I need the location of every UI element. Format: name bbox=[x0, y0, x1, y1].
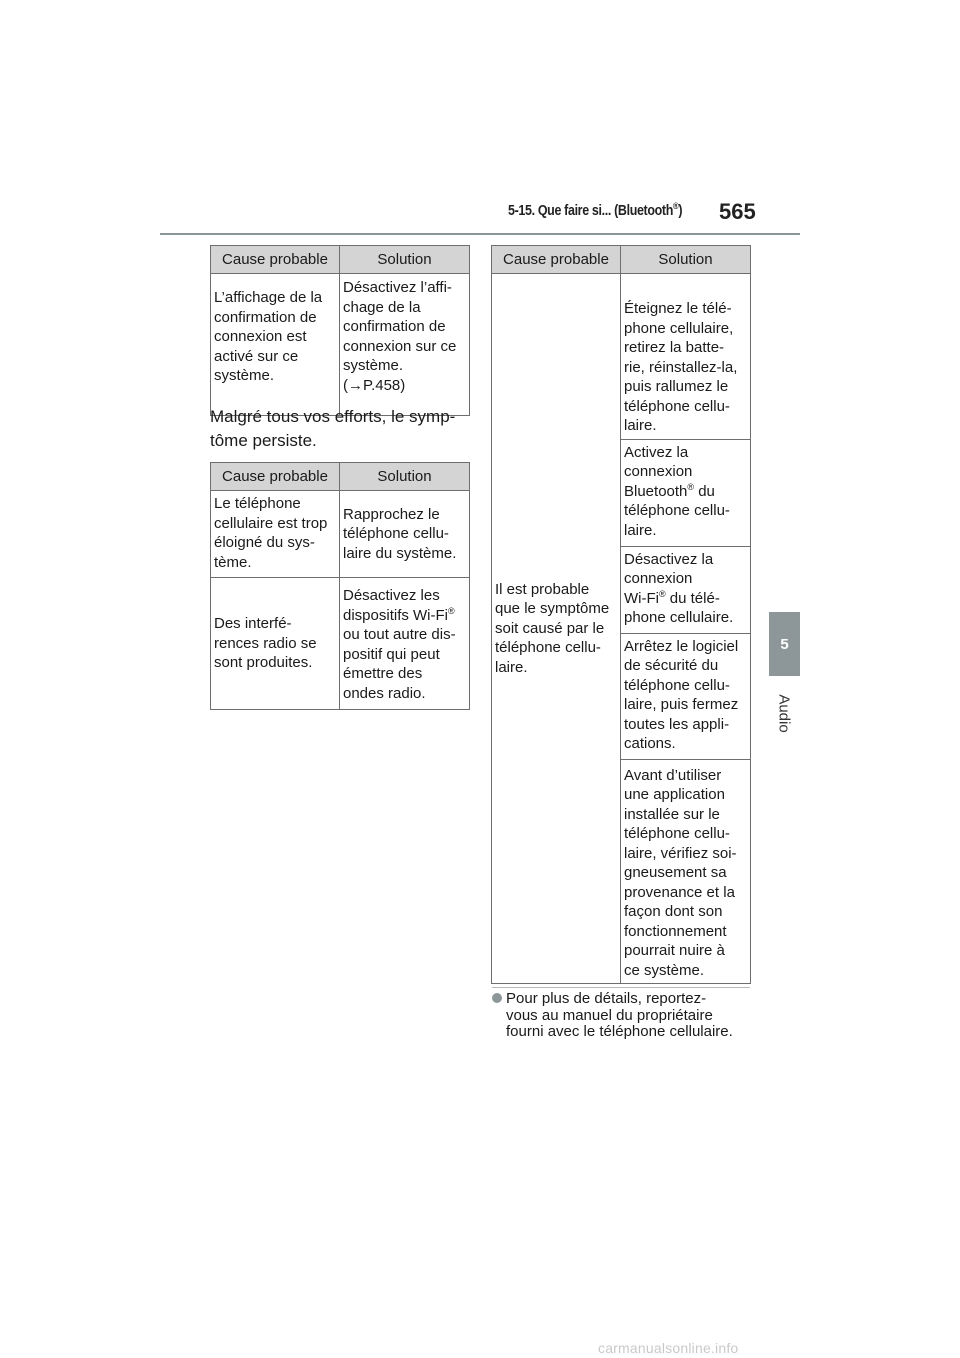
cause-cell: Des interfé- rences radio se sont produites. bbox=[211, 578, 340, 710]
bullet-note: Pour plus de détails, reportez- vous au manuel du propriétaire fourni avec le téléphone cellulaire. bbox=[492, 991, 754, 1041]
solution-cell: Désactivez la connexion Wi-Fi® du télé- phone cellulaire. bbox=[621, 546, 751, 633]
column-header-cause: Cause probable bbox=[211, 463, 340, 491]
column-header-solution: Solution bbox=[340, 246, 470, 274]
cause-cell: L’affichage de la confirmation de connexion est activé sur ce système. bbox=[211, 274, 340, 416]
table-row bbox=[492, 274, 751, 440]
chapter-tab[interactable]: 5 bbox=[769, 612, 800, 676]
table-row bbox=[211, 491, 470, 578]
note-divider bbox=[492, 987, 750, 988]
solution-cell: Désactivez l’affi- chage de la confirmation de connexion sur ce système. (→P.458) bbox=[340, 274, 470, 416]
page-number: 565 bbox=[719, 199, 756, 224]
table-top-left bbox=[210, 245, 470, 416]
table-row bbox=[211, 578, 470, 710]
cause-cell: Le téléphone cellulaire est trop éloigné du sys- tème. bbox=[211, 491, 340, 578]
solution-cell: Arrêtez le logiciel de sécurité du téléphone cellu- laire, puis fermez toutes les appli- cations. bbox=[621, 633, 751, 759]
solution-cell: Rapprochez le téléphone cellu- laire du système. bbox=[340, 491, 470, 578]
table-right bbox=[491, 245, 751, 984]
column-header-solution: Solution bbox=[340, 463, 470, 491]
page-reference-link[interactable]: (→P.458) bbox=[343, 376, 406, 394]
symptom-note: Malgré tous vos efforts, le symp-tôme persiste. bbox=[210, 407, 456, 450]
column-header-cause: Cause probable bbox=[492, 246, 621, 274]
table-row bbox=[211, 274, 470, 416]
section-title: 5-15. Que faire si... (Bluetooth®) bbox=[508, 201, 683, 219]
table-bottom-left bbox=[210, 462, 470, 710]
chapter-label: Audio bbox=[775, 693, 793, 733]
solution-cell: Éteignez le télé- phone cellulaire, retirez la batte- rie, réinstallez-la, puis rallumez le téléphone cellu- laire. bbox=[621, 274, 751, 440]
bullet-circle-icon bbox=[492, 993, 502, 1003]
solution-cell: Désactivez les dispositifs Wi-Fi® ou tout autre dis- positif qui peut émettre des ondes radio. bbox=[340, 578, 470, 710]
watermark-text: carmanualsonline.info bbox=[598, 1340, 739, 1356]
solution-cell: Avant d’utiliser une application installée sur le téléphone cellu- laire, vérifiez soi- gneusement sa provenance et la façon dont son fonctionnement pourrait nuire à ce système. bbox=[621, 759, 751, 984]
column-header-solution: Solution bbox=[621, 246, 751, 274]
solution-cell: Activez la connexion Bluetooth® du téléphone cellu- laire. bbox=[621, 439, 751, 546]
header-divider bbox=[160, 233, 800, 235]
column-header-cause: Cause probable bbox=[211, 246, 340, 274]
cause-cell: Il est probable que le symptôme soit causé par le téléphone cellu- laire. bbox=[492, 274, 621, 984]
